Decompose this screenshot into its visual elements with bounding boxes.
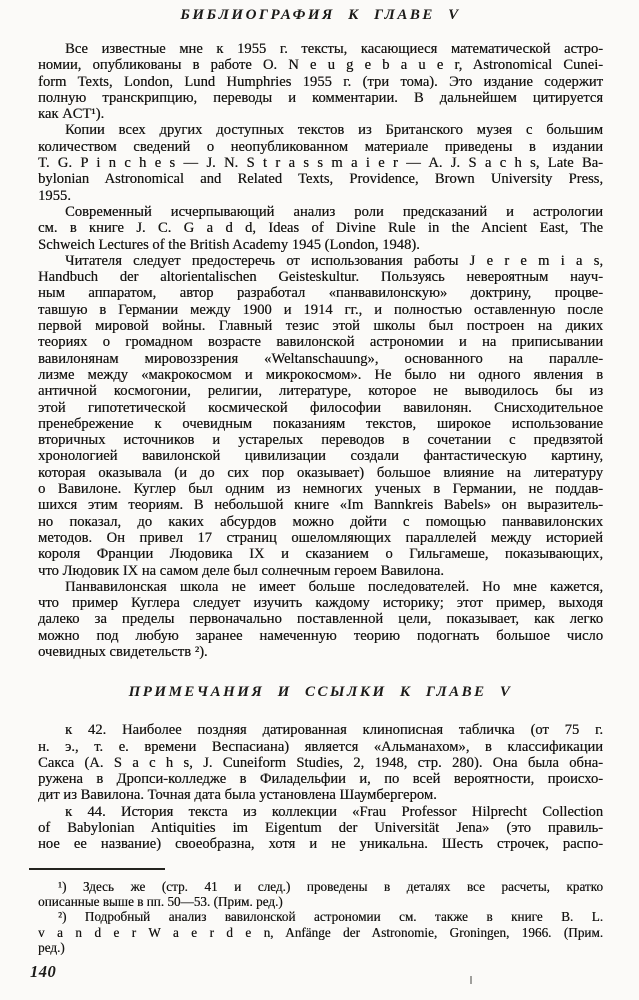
text-line: дит из Вавилона. Точная дата была установлена Шаумбергером.	[38, 787, 437, 804]
text-line: номии, опубликованы в работе О. N e u g e b a u e r, Astronomical Cunei-	[38, 57, 603, 74]
bibliography-heading: БИБЛИОГРАФИЯ К ГЛАВЕ V	[180, 7, 461, 23]
paragraph	[38, 879, 603, 910]
text-line: T. G. P i n c h e s — J. N. S t r a s s m a i e r — A. J. S a c h s, Late Ba-	[38, 155, 603, 172]
notes-heading: ПРИМЕЧАНИЯ И ССЫЛКИ К ГЛАВЕ V	[128, 684, 513, 701]
text-line: ружена в Дропси-колледже в Филадельфии и, по всей вероятности, происхо-	[38, 771, 603, 788]
text-line: тавшую в Германии между 1900 и 1914 гг., и полностью оставленную после	[38, 301, 603, 318]
text-line: Современный исчерпывающий анализ роли предсказаний и астрологии	[65, 203, 603, 220]
text-line: теориях о громадном возрасте вавилонской астрономии и на приписывании	[38, 334, 603, 351]
scan-artifact-mark	[470, 976, 472, 984]
text-line: о Вавилоне. Куглер был одним из немногих ученых в Германии, не поддав-	[38, 481, 603, 498]
paragraph	[38, 722, 603, 803]
text-line: см. в книге J. C. G a d d, Ideas of Divine Rule in the Ancient East, The	[38, 220, 603, 237]
paragraph	[38, 122, 603, 203]
text-line: form Texts, London, Lund Humphries 1955 г. (три тома). Это издание содержит	[38, 73, 603, 90]
text-line: методов. Он привел 17 страниц ошеломляющих параллелей между историей	[38, 529, 603, 546]
paragraph	[38, 253, 603, 579]
text-line: как ACT¹).	[38, 106, 105, 123]
text-line: полную транскрипцию, переводы и комментарии. В дальнейшем цитируется	[38, 89, 603, 106]
text-line: количеством сведений о неопубликованном материале приведены в издании	[38, 138, 603, 155]
text-line: 1955.	[38, 187, 71, 204]
text-line: короля Франции Людовика IX и сказанием о Гильгамеше, показывающих,	[38, 546, 603, 563]
book-page	[30, 0, 603, 1000]
text-line: of Babylonian Antiquities im Eigentum der Universität Jena» (это правиль-	[38, 820, 603, 837]
text-line: Панвавилонская школа не имеет больше последователей. Но мне кажется,	[65, 578, 603, 595]
text-line: Копии всех других доступных текстов из Британского музея с большим	[65, 122, 603, 139]
text-line: ред.)	[38, 940, 65, 956]
text-line: хронологией вавилонской цивилизации создали фантастическую картину,	[38, 448, 603, 465]
text-line: лизме между «макрокосмом и микрокосмом». Не было ни одного явления в	[38, 366, 603, 383]
bibliography-section	[38, 41, 603, 660]
text-line: пренебрежение к очевидным показаниям текстов, широкое использование	[38, 415, 603, 432]
text-line: Читателя следует предостеречь от использования работы J e r e m i a s,	[65, 252, 603, 269]
text-line: ным аппаратом, автор разработал «панвавилонскую» доктрину, процве-	[38, 285, 603, 302]
paragraph	[38, 909, 603, 955]
text-line: очевидных свидетельств ²).	[38, 643, 208, 660]
text-line: но показал, до каких абсурдов можно дойти с помощью панвавилонских	[38, 513, 603, 530]
text-line: описанные выше в пп. 50—53. (Прим. ред.)	[38, 894, 283, 910]
text-line: вавилонянам мировоззрения «Weltanschauung», основанного на паралле-	[38, 350, 603, 367]
text-line: v a n d e r W a e r d e n, Anfänge der Astronomie, Groningen, 1966. (Прим.	[38, 924, 603, 940]
text-line: что пример Куглера следует изучить каждому историку; этот пример, выходя	[38, 595, 603, 612]
paragraph	[38, 804, 603, 853]
text-line: вторичных источников и устарелых переводов в сочетании с предвзятой	[38, 432, 603, 449]
text-line: первой мировой войны. Главный тезис этой школы был построен на диких	[38, 318, 603, 335]
text-line: Handbuch der altorientalischen Geisteskultur. Пользуясь невероятным науч-	[38, 269, 603, 286]
text-line: Все известные мне к 1955 г. тексты, касающиеся математической астро-	[65, 41, 603, 57]
footnote-separator	[29, 868, 165, 870]
footnotes-section	[38, 879, 603, 956]
text-line: которая оказывала (и до сих пор оказывает) большое влияние на литературу	[38, 464, 603, 481]
text-line: н. э., т. е. времени Веспасиана) является «Альманахом», в классификации	[38, 738, 603, 755]
text-line: ¹) Здесь же (стр. 41 и след.) проведены в деталях все расчеты, кратко	[58, 878, 603, 894]
text-line: можно под любую заранее намеченную теорию подогнать большое число	[38, 627, 603, 644]
text-line: этой гипотетической космической философии вавилонян. Снисходительное	[38, 399, 603, 416]
text-line: Schweich Lectures of the British Academy 1945 (London, 1948).	[38, 236, 420, 253]
page-number: 140	[30, 962, 57, 981]
text-line: bylonian Astronomical and Related Texts, Providence, Brown University Press,	[38, 171, 603, 188]
text-line: к 42. Наиболее поздняя датированная клинописная табличка (от 75 г.	[65, 722, 603, 739]
text-line: Сакса (A. S a c h s, J. Cuneiform Studies, 2, 1948, стр. 280). Она была обна-	[38, 754, 603, 771]
text-line: далеко за пределы первоначально поставленной цели, показывает, как легко	[38, 611, 603, 628]
text-line: что Людовик IX на самом деле был солнечным героем Вавилона.	[38, 562, 444, 579]
text-line: шихся этим теориям. В небольшой книге «Im Bannkreis Babels» он выразитель-	[38, 497, 603, 514]
paragraph	[38, 204, 603, 253]
paragraph	[38, 579, 603, 660]
text-line: к 44. История текста из коллекции «Frau Professor Hilprecht Collection	[65, 803, 603, 820]
text-line: ное ее название) своеобразна, хотя и не уникальна. Шесть строчек, распо-	[38, 836, 603, 853]
text-line: ²) Подробный анализ вавилонской астрономии см. также в книге B. L.	[58, 909, 603, 925]
notes-section	[38, 722, 603, 852]
paragraph	[38, 41, 603, 122]
text-line: античной космогонии, религии, литературе, которое не выводилось бы из	[38, 383, 603, 400]
